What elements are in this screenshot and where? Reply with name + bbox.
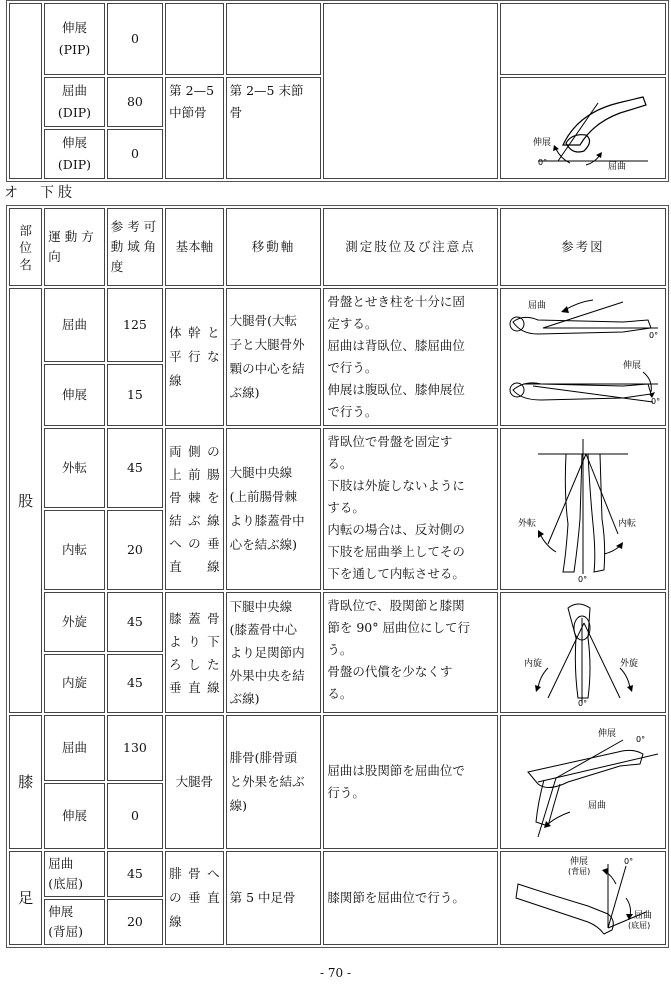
basic-axis-cell: 膝 蓋 骨 よ り 下 ろ し た 垂直線 <box>165 592 223 713</box>
page-number: - 70 - <box>319 966 351 980</box>
section-heading-lower-limb: オ 下肢 <box>4 185 76 201</box>
moving-axis-cell: 大腿中央線 (上前腸骨棘 より膝蓋骨中 心を結ぶ線) <box>226 428 322 590</box>
motion-cell: 伸展 <box>44 783 104 849</box>
external-rotation-label: 外旋 <box>619 658 638 669</box>
notes-cell: 背臥位で骨盤を固定す る。 下肢は外旋しないように する。 内転の場合は、反対側の 下肢を屈曲挙上してその 下を通して内転させる。 <box>323 428 497 590</box>
motion-cell: 内旋 <box>44 654 104 714</box>
hip-rotation-figure-cell <box>500 592 666 713</box>
finger-dip-figure <box>508 83 658 173</box>
moving-axis-cell <box>226 3 322 75</box>
basic-axis-cell: 体 幹 と 平 行 な 線 <box>165 288 223 426</box>
zero-degree-label: 0° <box>650 397 660 406</box>
zero-degree-label: 0° <box>577 575 587 584</box>
zero-degree-label: 0° <box>577 698 587 708</box>
hip-flexion-figure <box>503 292 663 422</box>
extension-label: 伸展 <box>569 857 588 867</box>
extension-label: 伸展 <box>622 361 641 371</box>
zero-degree-label: 0° <box>635 735 645 744</box>
part-ankle: 足 <box>9 851 42 945</box>
part-cell-empty <box>9 3 42 179</box>
header-moving-axis: 移動軸 <box>226 208 322 286</box>
figure-cell-empty <box>500 3 666 75</box>
motion-cell: 伸展 (背屈) <box>44 899 104 945</box>
notes-cell: 背臥位で、股関節と膝関 節を 90° 屈曲位にして行 う。 骨盤の代償を少なくす る。 <box>323 592 497 713</box>
basic-axis-cell: 腓 骨 へ の 垂 直 線 <box>165 851 223 945</box>
flexion-label: 屈曲 <box>527 301 546 311</box>
hip-rotation-figure <box>508 598 658 708</box>
rom-cell: 0 <box>107 129 163 179</box>
rom-cell: 45 <box>107 428 163 508</box>
rom-cell: 20 <box>107 899 163 945</box>
motion-cell: 伸展 (PIP) <box>44 3 104 75</box>
knee-figure <box>508 722 658 842</box>
motion-cell: 屈曲 <box>44 715 104 781</box>
header-notes: 測定肢位及び注意点 <box>323 208 497 286</box>
header-part: 部 位 名 <box>9 208 42 286</box>
rom-cell: 20 <box>107 510 163 590</box>
header-figure: 参考図 <box>500 208 666 286</box>
moving-axis-cell: 第 5 中足骨 <box>226 851 322 945</box>
part-hip: 股 <box>9 288 42 713</box>
motion-cell: 伸展 (DIP) <box>44 129 104 179</box>
basic-axis-cell: 大腿骨 <box>165 715 223 849</box>
upper-limb-table-continuation <box>6 0 669 182</box>
basic-axis-cell <box>165 3 223 75</box>
rom-cell: 45 <box>107 851 163 897</box>
notes-cell-empty <box>323 3 497 179</box>
flexion-label: 屈曲 <box>633 911 652 921</box>
adduction-label: 内転 <box>617 519 636 529</box>
part-knee: 膝 <box>9 715 42 849</box>
zero-degree-label: 0° <box>537 158 547 167</box>
header-basic-axis: 基本軸 <box>165 208 223 286</box>
rom-cell: 0 <box>107 783 163 849</box>
rom-cell: 130 <box>107 715 163 781</box>
ankle-figure <box>508 854 658 942</box>
zero-degree-label: 0° <box>623 857 633 866</box>
motion-cell: 屈曲 (底屈) <box>44 851 104 897</box>
motion-cell: 屈曲 (DIP) <box>44 77 104 127</box>
motion-cell: 外転 <box>44 428 104 508</box>
notes-cell: 骨盤とせき柱を十分に固 定する。 屈曲は背臥位、膝屈曲位 で行う。 伸展は腹臥位、膝伸展位 で行う。 <box>323 288 497 426</box>
header-motion: 運 動 方 向 <box>44 208 104 286</box>
hip-abduction-figure <box>508 434 658 584</box>
notes-cell: 膝関節を屈曲位で行う。 <box>323 851 497 945</box>
flexion-label: 屈曲 <box>607 162 626 172</box>
knee-figure-cell <box>500 715 666 849</box>
motion-cell: 屈曲 <box>44 288 104 362</box>
motion-cell: 内転 <box>44 510 104 590</box>
rom-cell: 45 <box>107 592 163 652</box>
plantarflexion-label: (底屈) <box>627 921 651 930</box>
rom-cell: 125 <box>107 288 163 362</box>
zero-degree-label: 0° <box>648 331 658 340</box>
finger-dip-figure-cell <box>500 77 666 179</box>
header-row <box>9 208 666 286</box>
moving-axis-cell: 大腿骨(大転 子と大腿骨外 顆の中心を結 ぶ線) <box>226 288 322 426</box>
motion-cell: 伸展 <box>44 364 104 426</box>
rom-cell: 80 <box>107 77 163 127</box>
notes-cell: 屈曲は股関節を屈曲位で 行う。 <box>323 715 497 849</box>
ankle-figure-cell <box>500 851 666 945</box>
moving-axis-cell: 下腿中央線 (膝蓋骨中心 より足関節内 外果中央を結 ぶ線) <box>226 592 322 713</box>
rom-cell: 0 <box>107 3 163 75</box>
lower-limb-table <box>6 205 669 948</box>
flexion-label: 屈曲 <box>587 801 606 811</box>
internal-rotation-label: 内旋 <box>523 658 542 669</box>
dorsiflexion-label: (背屈) <box>567 867 591 876</box>
basic-axis-cell: 両 側 の 上 前 腸 骨 棘 を 結 ぶ 線 へ の 垂 直線 <box>165 428 223 590</box>
hip-flexion-figure-cell <box>500 288 666 426</box>
extension-label: 伸展 <box>532 138 551 148</box>
rom-cell: 15 <box>107 364 163 426</box>
rom-cell: 45 <box>107 654 163 714</box>
moving-axis-cell: 第 2—5 末節 骨 <box>226 77 322 179</box>
header-rom: 参 考 可 動 域 角 度 <box>107 208 163 286</box>
abduction-label: 外転 <box>517 519 536 529</box>
motion-cell: 外旋 <box>44 592 104 652</box>
basic-axis-cell: 第 2—5 中節骨 <box>165 77 223 179</box>
moving-axis-cell: 腓骨(腓骨頭 と外果を結ぶ 線) <box>226 715 322 849</box>
hip-abduction-figure-cell <box>500 428 666 590</box>
extension-label: 伸展 <box>597 729 616 739</box>
